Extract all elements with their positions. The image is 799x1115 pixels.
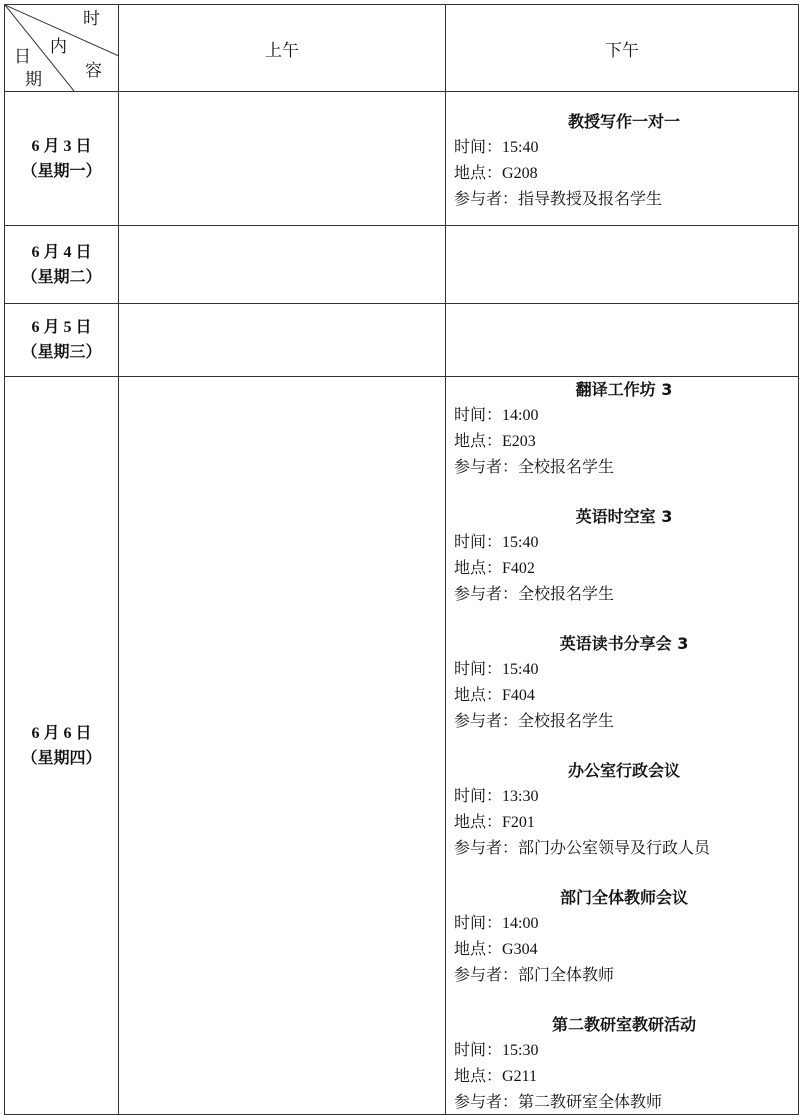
weekday-label: （星期四）	[21, 747, 102, 767]
event-title: 翻译工作坊 3	[575, 380, 673, 399]
event-time	[454, 529, 794, 555]
event-place-label: 地点：	[454, 558, 503, 577]
event-time	[454, 783, 794, 809]
event-people-label: 参与者：	[454, 457, 519, 476]
event-place-value: F201	[502, 814, 535, 831]
weekday-label: （星期三）	[21, 342, 102, 361]
afternoon-cell	[446, 226, 799, 304]
event	[454, 504, 794, 606]
event-people	[454, 1089, 794, 1114]
event-time-label: 时间：	[454, 405, 503, 424]
event-time-label: 时间：	[454, 532, 503, 551]
event-people	[454, 708, 794, 733]
morning-cell	[119, 226, 446, 304]
event-time-value: 15:40	[502, 661, 539, 678]
event-place-value: F404	[502, 687, 535, 704]
event-place	[454, 682, 794, 708]
day-row	[5, 377, 799, 1115]
morning-header: 上午	[119, 5, 446, 92]
event-time	[454, 910, 794, 936]
afternoon-cell	[446, 377, 799, 1115]
corner-header	[5, 5, 119, 92]
event	[454, 1012, 794, 1114]
event-time-value: 14:00	[502, 915, 539, 932]
corner-nei-char: 内	[50, 37, 67, 57]
date-cell	[5, 304, 119, 377]
event-place-label: 地点：	[454, 163, 503, 182]
event-people	[454, 835, 794, 860]
event-place-value: G211	[502, 1068, 537, 1085]
event-time-label: 时间：	[454, 659, 503, 678]
date-label: 6 月 3 日	[31, 137, 92, 155]
corner-ri-char: 日	[14, 47, 31, 67]
date-cell	[5, 226, 119, 304]
event-time-label: 时间：	[454, 786, 503, 805]
event-title: 部门全体教师会议	[559, 888, 688, 907]
event-time-value: 15:30	[502, 1042, 539, 1059]
event-time-label: 时间：	[454, 913, 503, 932]
weekday-label: （星期二）	[21, 266, 102, 286]
event-people	[454, 186, 794, 211]
event-place	[454, 809, 794, 835]
event-title: 办公室行政会议	[567, 761, 680, 780]
event-people	[454, 581, 794, 606]
schedule-table	[4, 4, 799, 1115]
event-people-label: 参与者：	[454, 584, 519, 603]
corner-time-char: 时	[83, 9, 100, 29]
event-time-label: 时间：	[454, 137, 503, 156]
corner-qi-char: 期	[25, 70, 42, 90]
event-people-label: 参与者：	[454, 1092, 519, 1111]
event-place	[454, 1063, 794, 1089]
event-title: 英语读书分享会 3	[559, 634, 689, 653]
event-place-label: 地点：	[454, 1066, 503, 1085]
morning-cell	[119, 92, 446, 226]
day-row	[5, 304, 799, 377]
event-people-value: 全校报名学生	[518, 584, 615, 603]
event-people-label: 参与者：	[454, 838, 519, 857]
weekday-label: （星期一）	[21, 160, 102, 180]
event-place	[454, 428, 794, 454]
afternoon-header: 下午	[446, 5, 799, 92]
event-people-value: 第二教研室全体教师	[518, 1092, 663, 1111]
event-place-value: E203	[502, 433, 536, 450]
event-people-label: 参与者：	[454, 189, 519, 208]
event-people-label: 参与者：	[454, 711, 519, 730]
day-row	[5, 226, 799, 304]
event-title: 教授写作一对一	[567, 112, 680, 131]
event-place-value: F402	[502, 560, 535, 577]
event-people-value: 指导教授及报名学生	[518, 189, 663, 208]
event-people	[454, 454, 794, 479]
corner-rong-char: 容	[85, 61, 102, 81]
event-place-value: G208	[502, 165, 538, 182]
event	[454, 631, 794, 733]
event-time-label: 时间：	[454, 1040, 503, 1059]
afternoon-cell	[446, 304, 799, 377]
event-time-value: 13:30	[502, 788, 539, 805]
event-time	[454, 656, 794, 682]
afternoon-cell	[446, 92, 799, 226]
event-place-label: 地点：	[454, 685, 503, 704]
event-time	[454, 134, 794, 160]
event-place	[454, 936, 794, 962]
event	[454, 377, 794, 479]
event	[454, 109, 794, 211]
day-row	[5, 92, 799, 226]
event-title: 英语时空室 3	[575, 507, 673, 526]
date-cell	[5, 377, 119, 1115]
event-time	[454, 1037, 794, 1063]
event-time-value: 15:40	[502, 139, 539, 156]
event	[454, 885, 794, 987]
event-people-label: 参与者：	[454, 965, 519, 984]
event-title: 第二教研室教研活动	[551, 1015, 696, 1034]
morning-cell	[119, 377, 446, 1115]
event-place-label: 地点：	[454, 812, 503, 831]
event-people-value: 全校报名学生	[518, 457, 615, 476]
event-time-value: 14:00	[502, 407, 539, 424]
date-label: 6 月 5 日	[31, 319, 92, 336]
event-people-value: 全校报名学生	[518, 711, 615, 730]
event-place	[454, 160, 794, 186]
event-people	[454, 962, 794, 987]
header-row	[5, 5, 799, 92]
event-time	[454, 402, 794, 428]
date-label: 6 月 6 日	[31, 724, 92, 742]
event-people-value: 部门全体教师	[518, 965, 615, 984]
event-place	[454, 555, 794, 581]
event-time-value: 15:40	[502, 534, 539, 551]
event-people-value: 部门办公室领导及行政人员	[518, 838, 711, 857]
date-cell	[5, 92, 119, 226]
event-place-label: 地点：	[454, 431, 503, 450]
event-place-label: 地点：	[454, 939, 503, 958]
morning-cell	[119, 304, 446, 377]
date-label: 6 月 4 日	[31, 243, 92, 261]
event-place-value: G304	[502, 941, 538, 958]
event	[454, 758, 794, 860]
